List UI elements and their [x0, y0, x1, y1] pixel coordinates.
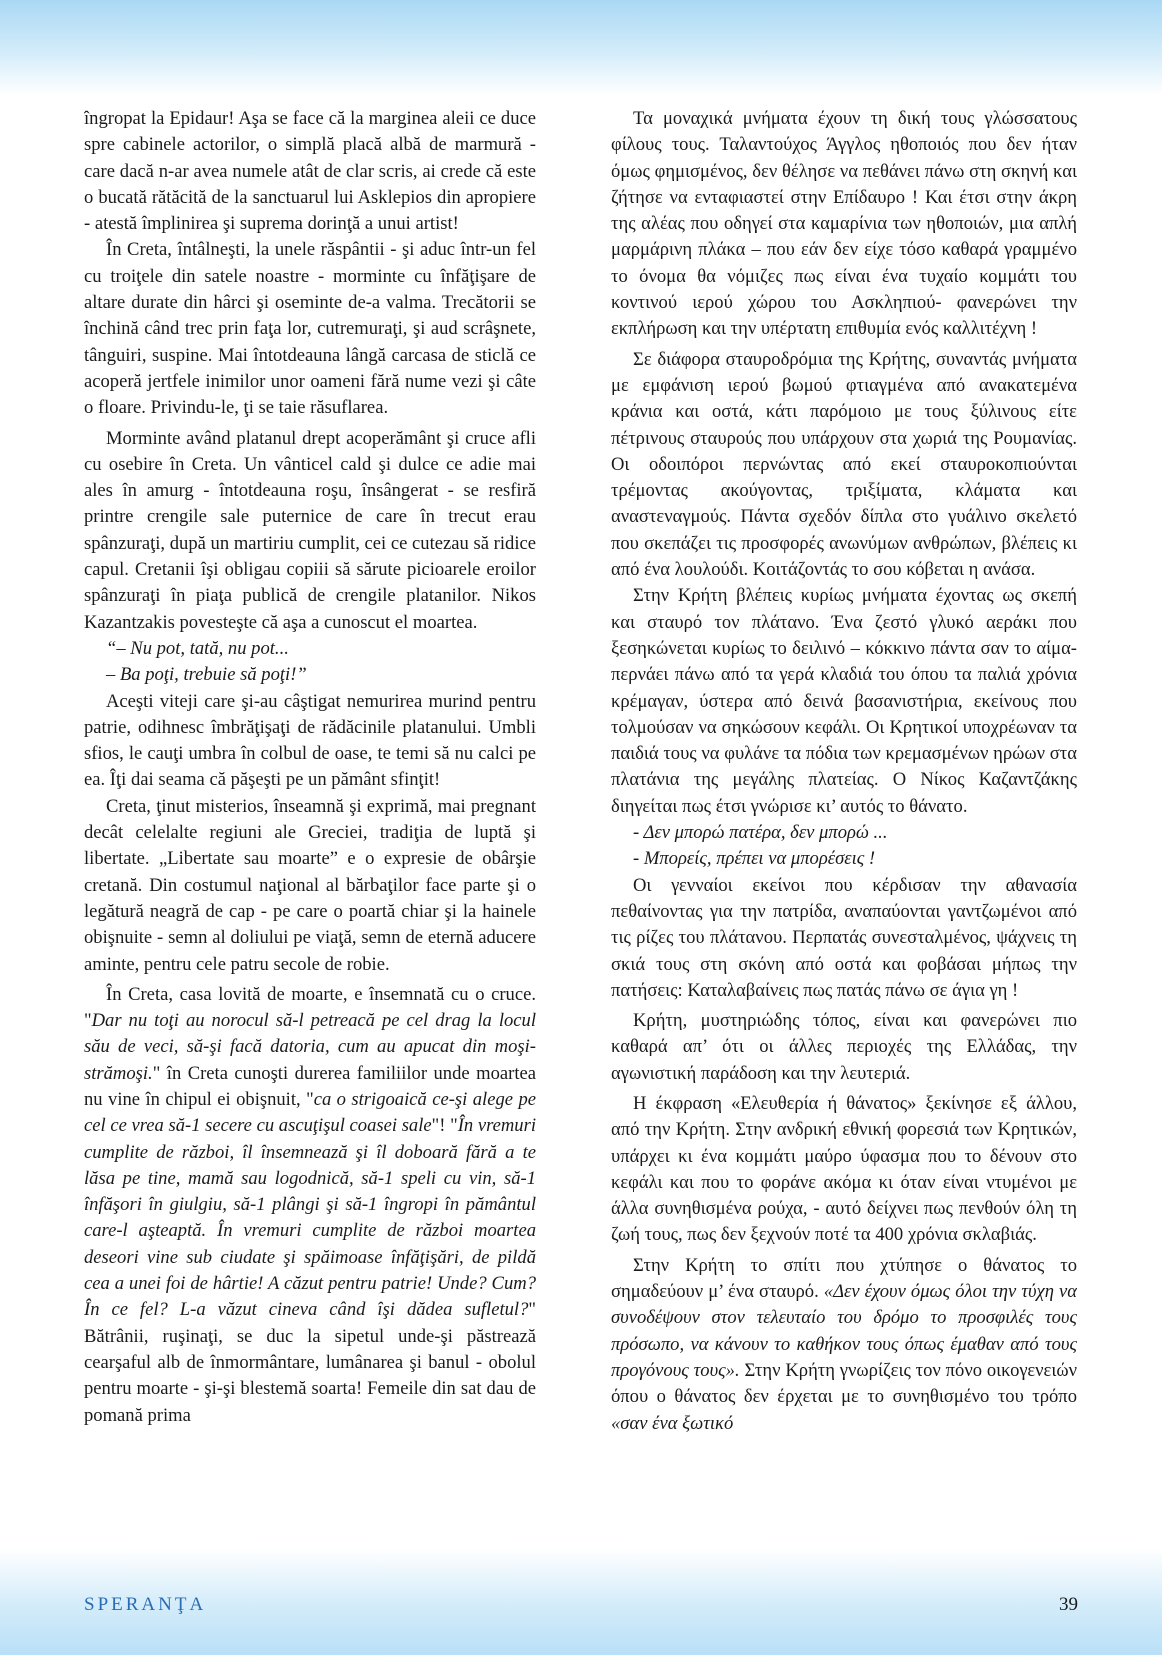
- paragraph: În Creta, întâlneşti, la unele răspântii - şi aduc într-un fel cu troiţele din satele noastre - morminte cu înfăţişare de altare durate din hârci şi oseminte de-a valma. Trecătorii se închină când trec prin faţa lor, cutremuraţi, şi aud scrâşnete, tânguiri, suspine. Mai întotdeauna lângă carcasa de sticlă ce acoperă jertfele inimilor unor oameni fără nume vezi şi câte o floare. Privindu-le, ţi se taie răsuflarea.: [84, 239, 536, 419]
- quote-line: “– Nu pot, tată, nu pot...: [106, 637, 289, 659]
- italic-quote: «Δεν έχουν όμως όλοι την τύχη να συνοδέψουν στον τελευταίο του δρόμο το προσφιλές τους πρόσωπο, να κάνουν το καθήκον τους όπως έμαθαν από τους προγόνους τους».: [611, 1281, 1077, 1381]
- italic-quote: În vremuri cumplite de război, îl însemnează şi îl doboară fără a te lăsa pe tine, mamă sau logodnică, să-1 speli cu vin, să-1 înfăşori în giulgiu, să-1 plângi şi să-1 îngropi în pământul care-l aşteaptă. În vremuri cumplite de război moartea deseori vine sub ciudate şi spăimoase înfăţişări, de pildă cea a unei foi de hârtie! A căzut pentru patrie! Unde? Cum? În ce fel? L-a văzut cineva când îşi dădea sufletul?: [84, 1115, 536, 1321]
- paragraph: Κρήτη, μυστηριώδης τόπος, είναι και φανερώνει πιο καθαρά απ’ ότι οι άλλες περιοχές της Ελλάδας, την αγωνιστική παράδοση και την λευτεριά.: [611, 1010, 1077, 1084]
- italic-quote: ca o strigoaică ce-şi alege pe cel ce vrea să-1 secere cu ascuţişul coasei sale: [84, 1088, 536, 1137]
- quote-line: - Μπορείς, πρέπει να μπορέσεις !: [633, 848, 876, 870]
- paragraph: Creta, ţinut misterios, înseamnă şi exprimă, mai pregnant decât celelalte regiuni ale Greciei, tradiţia de luptă şi libertate. „Libertate sau moarte” e o expresie de obârşie cretană. Din costumul naţional al bărbaţilor face parte şi o legătură neagră de cap - pe care o poartă chiar şi la hainele obişnuite - semn al doliului pe viaţă, semn de eternă aducere aminte, pentru cele patru secole de robie.: [84, 795, 536, 975]
- paragraph: Οι γενναίοι εκείνοι που κέρδισαν την αθανασία πεθαίνοντας για την πατρίδα, αναπαύονται γαντζωμένοι από τις ρίζες του πλάτανου. Περπατάς συνεσταλμένος, ψάχνεις τη σκιά τους στη σκόνη από οστά και φοβάσαι μήπως την πατήσεις: Καταλαβαίνεις πως πατάς πάνω σε άγια γη !: [611, 874, 1077, 1001]
- quote-line: - Δεν μπορώ πατέρα, δεν μπορώ ...: [633, 822, 888, 844]
- italic-quote: Dar nu toţi au norocul să-l petreacă pe cel drag la locul său de veci, să-şi facă datoria, cum au apucat din moşi-strămoşi.: [84, 1010, 536, 1084]
- paragraph: Στην Κρήτη βλέπεις κυρίως μνήματα έχοντας ως σκεπή και σταυρό τον πλάτανο. Ένα ζεστό γλυκό αεράκι που ξεσηκώνεται κυρίως το δειλινό – κόκκινο πάντα σαν το αίμα- περνάει πάνω από τα γερά κλαδιά του όπου τα παλιά χρόνια κρέμαγαν, ύστερα από δεινά βασανιστήρια, εκείνους που τολμούσαν να σηκώσουν κεφάλι. Οι Κρητικοί υποχρέωναν τα παιδιά τους να φυλάνε τα πόδια των κρεμασμένων ηρώων στα πλατάνια της μεγάλης πλατείας. Ο Νίκος Καζαντζάκης διηγείται πως έτσι γνώρισε κι’ αυτός το θάνατο.: [611, 585, 1077, 817]
- magazine-title: SPERANŢA: [84, 1594, 207, 1615]
- paragraph: Η έκφραση «Ελευθερία ή θάνατος» ξεκίνησε εξ άλλου, από την Κρήτη. Στην ανδρική εθνική φορεσιά των Κρητικών, υπάρχει κι ένα κομμάτι μαύρο ύφασμα που το δένουν στο κεφάλι και που το φοράνε ακόμα κι όταν είναι ντυμένοι με άλλα συνηθισμένα ρούχα, - αυτό δείχνει πως πενθούν όλη τη ζωή τους, πως δεν ξεχνούν ποτέ τα 400 χρόνια σκλαβιάς.: [611, 1092, 1077, 1246]
- page-number: 39: [1059, 1594, 1078, 1615]
- paragraph: Aceşti viteji care şi-au câştigat nemurirea murind pentru patrie, odihnesc îmbrăţişaţi de rădăcinile platanului. Umbli sfios, le cauţi umbra în colbul de oase, te temi să nu calci pe ea. Îţi dai seama că păşeşti pe un pământ sfinţit!: [84, 690, 536, 791]
- quote-line: – Ba poţi, trebuie să poţi!”: [106, 664, 307, 686]
- text-run: " Bătrânii, ruşinaţi, se duc la sipetul unde-şi păstrează cearşaful alb de înmormântare, lumânarea şi banul - obolul pentru moarte - şi-şi blestemă soarta! Femeile din sat dau de pomană prima: [84, 1299, 536, 1426]
- romanian-column: [84, 106, 536, 1542]
- text-run: "! ": [431, 1115, 458, 1137]
- text-run: " în Creta cunoşti durerea familiilor unde moartea nu vine în chipul ei obişnuit, ": [84, 1062, 536, 1110]
- paragraph: Σε διάφορα σταυροδρόμια της Κρήτης, συναντάς μνήματα με εμφάνιση ιερού βωμού φτιαγμένα από ανακατεμένα κράνια και οστά, κάτι παρόμοιο με τους ξύλινους είτε πέτρινους σταυρούς που υπάρχουν στα χωριά της Ρουμανίας. Οι οδοιπόροι περνώντας από εκεί σταυροκοπιούνται τρέμοντας ακούγοντας, τριξίματα, κλάματα και αναστεναγμούς. Πάντα σχεδόν δίπλα στο γυάλινο σκελετό που σκεπάζει τις προσφορές ανωνύμων ανθρώπων, βλέπεις κι από ένα λουλούδι. Κοιτάζοντάς το σου κόβεται η ανάσα.: [611, 348, 1077, 581]
- paragraph: [84, 982, 536, 1429]
- paragraph: îngropat la Epidaur! Aşa se face că la marginea aleii ce duce spre cabinele actorilor, o simplă placă albă de marmură - care dacă n-ar avea numele atât de clar scris, ai crede că este o bucată rătăcită de la sanctuarul lui Asklepios din apropiere - atestă împlinirea şi suprema dorinţă a unui artist!: [84, 108, 536, 235]
- paragraph: Τα μοναχικά μνήματα έχουν τη δική τους γλώσσατους φίλους τους. Ταλαντούχος Άγγλος ηθοποιός που δεν ήταν όμως φημισμένος, δεν θέλησε να πεθάνει πάνω στη σκηνή και ζήτησε να ενταφιαστεί στην Επίδαυρο ! Και έτσι στην άκρη της αλέας που οδηγεί στα καμαρίνια των ηθοποιών, μια απλή μαρμάρινη πλάκα – που εάν δεν είχε τόσο καθαρά γραμμένο το όνομα θα νόμιζες πως είναι ένα τυχαίο κομμάτι του κοντινού ιερού χώρου του Ασκληπιού- φανερώνει την εκπλήρωση και την υπέρτατη επιθυμία ενός καλλιτέχνη !: [611, 108, 1077, 340]
- greek-column: [611, 106, 1077, 1542]
- text-run: Στην Κρήτη γνωρίζεις τον πόνο οικογενειών όπου ο θάνατος δεν έρχεται με το συνηθισμένο του τρόπο: [611, 1359, 1077, 1408]
- paragraph: Morminte având platanul drept acoperământ şi cruce afli cu osebire în Creta. Un vânticel cald şi dulce ce adie mai ales în amurg - întotdeauna roşu, însângerat - se resfiră printre crengile sale puternice de care în trecut erau spânzuraţi, după un martiriu cumplit, cei ce cutezau să ridice capul. Cretanii îşi obligau copiii să sărute picioarele eroilor spânzuraţi în piaţa publică de crengile platanilor. Nikos Kazantzakis povesteşte că aşa a cunoscut el moartea.: [84, 427, 536, 633]
- text-run: În Creta, casa lovită de moarte, e însemnată cu o cruce. ": [84, 983, 536, 1032]
- header-gradient-band: [0, 0, 1162, 95]
- text-run: Στην Κρήτη το σπίτι που χτύπησε ο θάνατος το σημαδεύουν μ’ ένα σταυρό.: [611, 1254, 1077, 1303]
- italic-quote: «σαν ένα ξωτικό: [611, 1412, 734, 1434]
- paragraph: [611, 1253, 1077, 1437]
